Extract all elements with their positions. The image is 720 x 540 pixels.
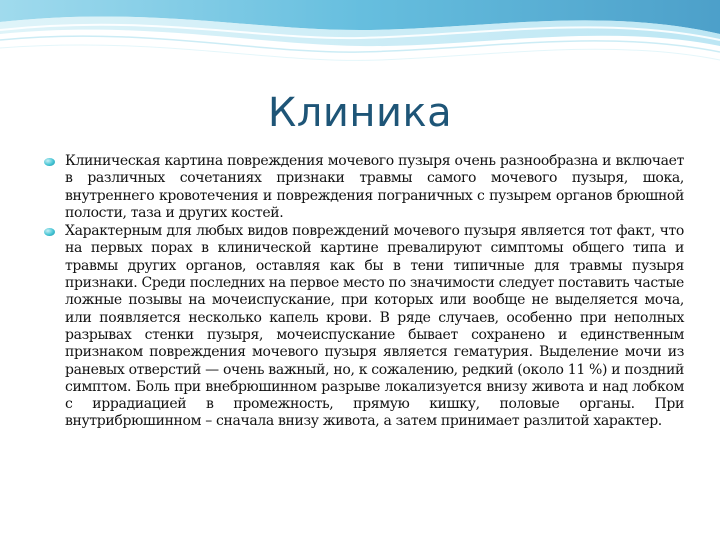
bullet-icon	[44, 158, 55, 166]
bullet-icon	[44, 228, 55, 236]
bullet-text: Характерным для любых видов повреждений мочевого пузыря является тот факт, что на первых порах в клинической картине превалируют симптомы общего типа и травмы других органов, оставляя как бы в тени типичные для травмы пузыря признаки. Среди последних на первое место по значимости следует поставить частые ложные позывы на мочеиспускание, при которых или вообще не выделяется моча, или появляется несколько капель крови. В ряде случаев, особенно при неполных разрывах стенки пузыря, мочеиспускание бывает сохранено и единственным признаком повреждения мочевого пузыря является гематурия. Выделение мочи из раневых отверстий — очень важный, но, к сожалению, редкий (около 11 %) и поздний симптом. Боль при внебрюшинном разрыве локализуется внизу живота и над лобком с иррадиацией в промежность, прямую кишку, половые органы. При внутрибрюшинном – сначала внизу живота, а затем принимает разлитой характер.	[65, 223, 684, 430]
bullet-item	[44, 153, 684, 222]
bullet-item	[44, 223, 684, 431]
bullet-text: Клиническая картина повреждения мочевого пузыря очень разнообразна и включает в различных сочетаниях признаки травмы самого мочевого пузыря, шока, внутреннего кровотечения и повреждения пограничных с пузырем органов брюшной полости, таза и других костей.	[65, 153, 684, 221]
decorative-wave-header	[0, 0, 720, 80]
bullet-list	[44, 153, 684, 432]
slide-title: Клиника	[267, 90, 453, 136]
